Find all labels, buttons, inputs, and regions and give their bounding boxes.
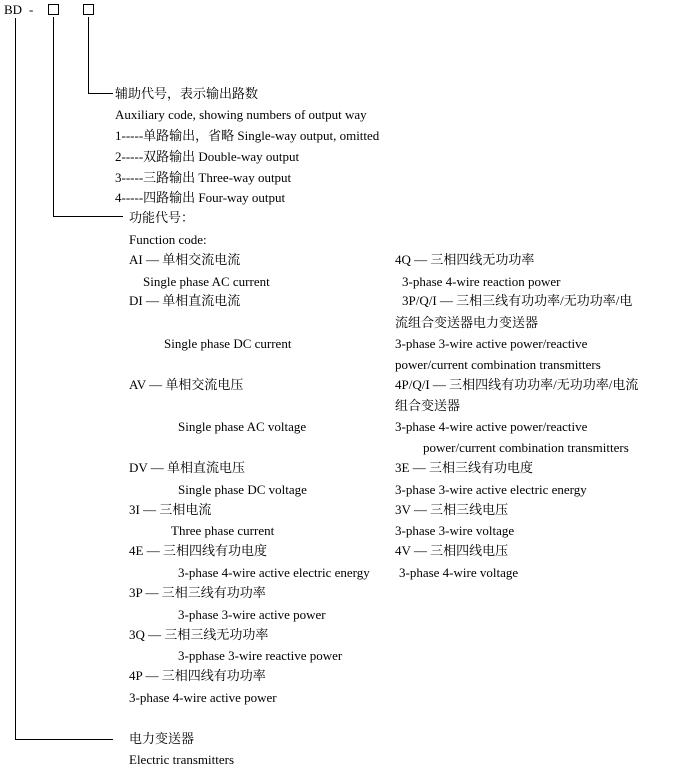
- aux-bracket-horizontal: [88, 93, 113, 94]
- product-bracket-horizontal: [15, 739, 113, 740]
- func-right-cn: 4Q — 三相四线无功功率: [395, 252, 535, 267]
- func-right-en: 3-phase 4-wire reaction power: [402, 274, 561, 289]
- aux-item: 2-----双路输出 Double-way output: [115, 149, 300, 164]
- func-right-cn: 3P/Q/I — 三相三线有功功率/无功功率/电: [402, 293, 633, 308]
- aux-bracket-vertical: [88, 17, 89, 94]
- aux-item: 1-----单路输出，省略 Single-way output, omitted: [115, 128, 380, 143]
- func-right-en: power/current combination transmitters: [395, 357, 601, 372]
- func-right-en: power/current combination transmitters: [423, 440, 629, 455]
- aux-title-en: Auxiliary code, showing numbers of output way: [115, 107, 367, 122]
- func-left-en: 3-phase 4-wire active electric energy: [178, 565, 370, 580]
- func-left-en: Three phase current: [171, 523, 275, 538]
- func-left-en: 3-pphase 3-wire reactive power: [178, 648, 343, 663]
- func-right-en: 3-phase 3-wire active electric energy: [395, 482, 587, 497]
- func-left-en: Single phase DC voltage: [178, 482, 307, 497]
- func-left-cn: DV — 单相直流电压: [129, 460, 246, 475]
- function-bracket-horizontal: [53, 216, 123, 217]
- func-left-en: Single phase AC current: [143, 274, 270, 289]
- func-left-cn: AV — 单相交流电压: [129, 377, 244, 392]
- func-left-en: 3-phase 4-wire active power: [129, 690, 277, 705]
- product-cn: 电力变送器: [129, 731, 195, 746]
- func-right-cn: 流组合变送器电力变送器: [395, 315, 539, 330]
- func-left-cn: AI — 单相交流电流: [129, 252, 241, 267]
- aux-code-box: [83, 4, 94, 15]
- code-prefix: BD: [4, 2, 23, 17]
- func-left-cn: 4P — 三相四线有功功率: [129, 668, 266, 683]
- func-title-en: Function code:: [129, 232, 207, 247]
- func-left-cn: 3I — 三相电流: [129, 502, 212, 517]
- func-left-cn: 3Q — 三相三线无功功率: [129, 627, 269, 642]
- func-right-cn: 4P/Q/I — 三相四线有功功率/无功功率/电流: [395, 377, 639, 392]
- func-right-en: 3-phase 4-wire voltage: [399, 565, 519, 580]
- func-right-en: 3-phase 4-wire active power/reactive: [395, 419, 588, 434]
- aux-title-cn: 辅助代号，表示输出路数: [115, 86, 259, 101]
- func-left-en: 3-phase 3-wire active power: [178, 607, 326, 622]
- product-bracket-vertical: [15, 18, 16, 740]
- func-right-cn: 3E — 三相三线有功电度: [395, 460, 533, 475]
- func-left-cn: 3P — 三相三线有功功率: [129, 585, 266, 600]
- function-bracket-vertical: [53, 17, 54, 217]
- func-right-en: 3-phase 3-wire voltage: [395, 523, 515, 538]
- aux-item: 3-----三路输出 Three-way output: [115, 170, 292, 185]
- func-right-cn: 4V — 三相四线电压: [395, 543, 509, 558]
- func-right-cn: 组合变送器: [395, 398, 461, 413]
- func-right-cn: 3V — 三相三线电压: [395, 502, 509, 517]
- func-left-cn: DI — 单相直流电流: [129, 293, 241, 308]
- function-code-box: [48, 4, 59, 15]
- product-en: Electric transmitters: [129, 752, 235, 767]
- aux-item: 4-----四路输出 Four-way output: [115, 190, 286, 205]
- code-dash: -: [29, 2, 34, 17]
- func-title-cn: 功能代号：: [129, 210, 195, 225]
- func-left-cn: 4E — 三相四线有功电度: [129, 543, 267, 558]
- func-right-en: 3-phase 3-wire active power/reactive: [395, 336, 588, 351]
- func-left-en: Single phase DC current: [164, 336, 292, 351]
- func-left-en: Single phase AC voltage: [178, 419, 307, 434]
